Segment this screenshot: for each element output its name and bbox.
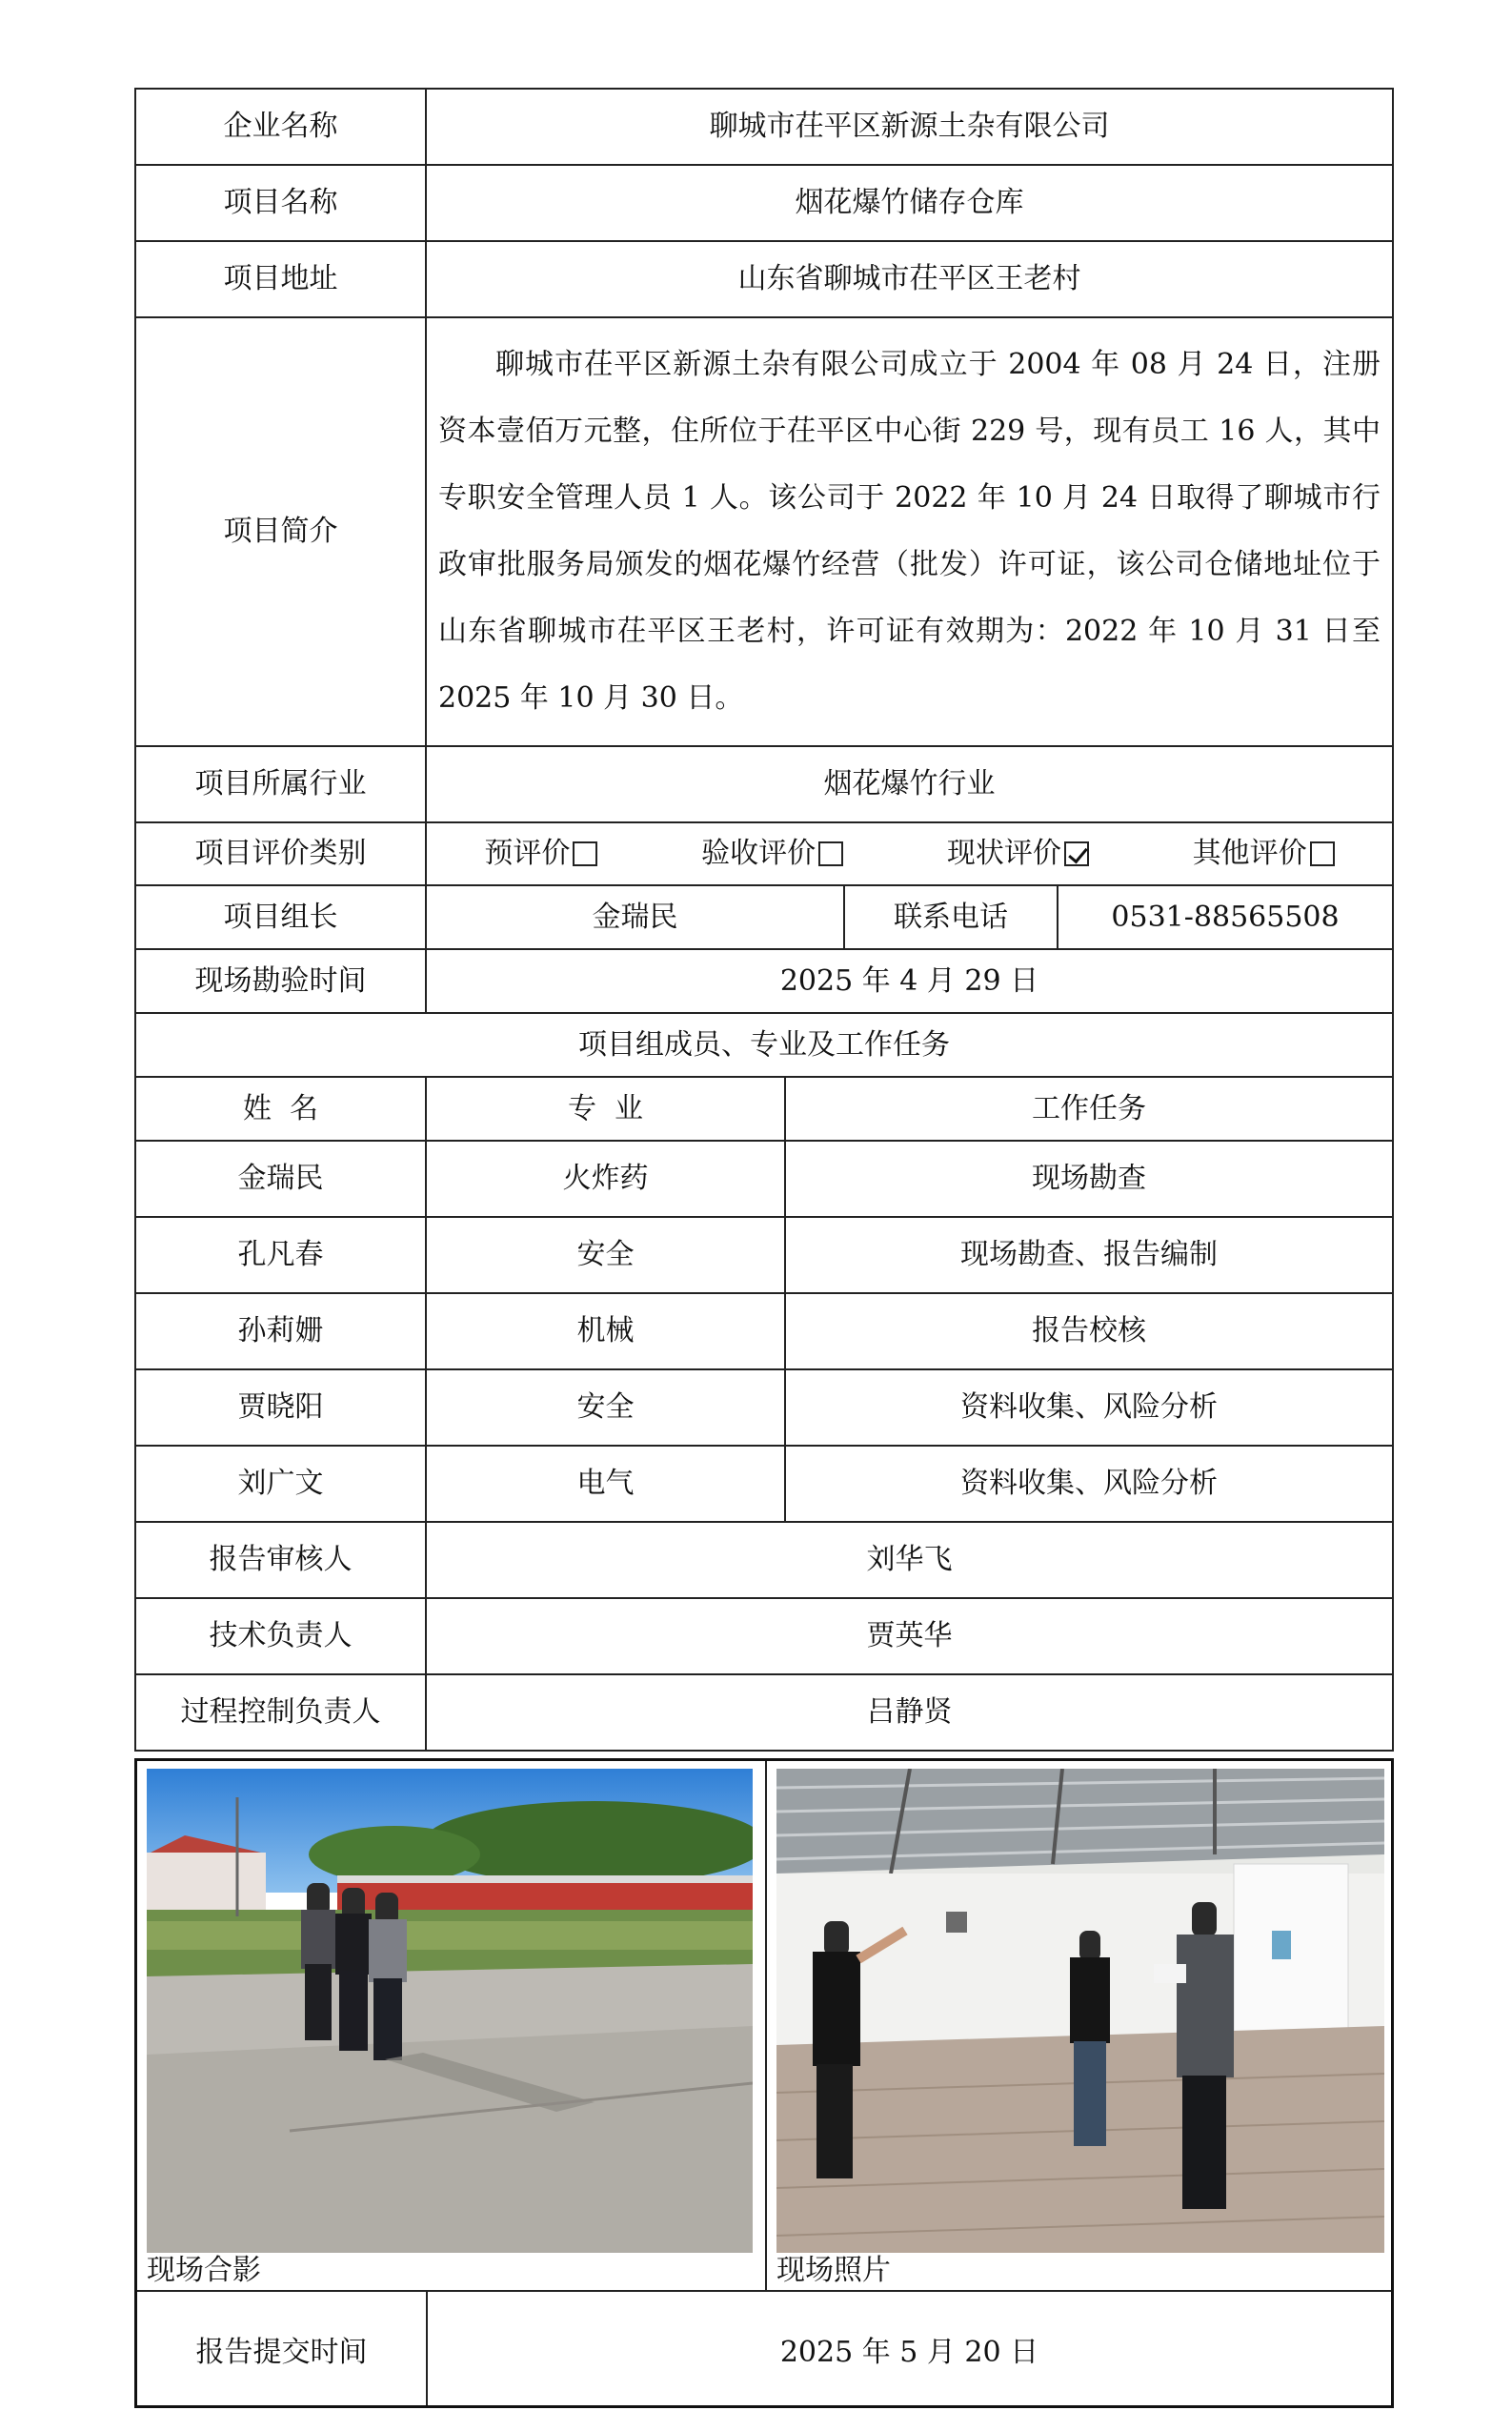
photo-table [134, 1758, 1394, 2408]
member-task: 报告校核 [785, 1293, 1393, 1369]
team-header-row [135, 1013, 1393, 1077]
table-row [135, 1141, 1393, 1217]
leader-label: 项目组长 [135, 885, 426, 949]
project-address-value: 山东省聊城市茌平区王老村 [426, 241, 1393, 317]
member-major: 安全 [426, 1217, 785, 1293]
eval-option-label: 验收评价 [701, 837, 816, 870]
group-photo [147, 1769, 753, 2253]
tech-lead-value: 贾英华 [426, 1598, 1393, 1674]
group-photo-image [147, 1769, 753, 2253]
site-photo [776, 1769, 1384, 2253]
phone-value: 0531-88565508 [1058, 885, 1393, 949]
site-photo-cell [767, 1761, 1391, 2292]
reviewer-row [135, 1522, 1393, 1598]
phone-label: 联系电话 [844, 885, 1058, 949]
industry-row [135, 746, 1393, 822]
company-row [135, 89, 1393, 165]
member-task: 资料收集、风险分析 [785, 1369, 1393, 1446]
member-name: 金瑞民 [135, 1141, 426, 1217]
survey-time-value: 2025 年 4 月 29 日 [426, 949, 1393, 1013]
group-photo-cell [137, 1761, 767, 2292]
company-label: 企业名称 [135, 89, 426, 165]
site-photo-caption: 现场照片 [776, 2254, 891, 2287]
eval-type-label: 项目评价类别 [135, 822, 426, 885]
tech-lead-label: 技术负责人 [135, 1598, 426, 1674]
project-name-row [135, 165, 1393, 241]
submit-time-value: 2025 年 5 月 20 日 [779, 2335, 1039, 2369]
member-major: 机械 [426, 1293, 785, 1369]
eval-type-options [426, 822, 1393, 885]
table-row [135, 1293, 1393, 1369]
eval-option-status[interactable] [947, 837, 1089, 871]
member-name: 孔凡春 [135, 1217, 426, 1293]
project-name-value: 烟花爆竹储存仓库 [426, 165, 1393, 241]
survey-time-label: 现场勘验时间 [135, 949, 426, 1013]
eval-option-label: 其他评价 [1192, 837, 1307, 870]
eval-option-label: 现状评价 [946, 837, 1061, 870]
member-task: 现场勘查、报告编制 [785, 1217, 1393, 1293]
table-row [135, 1369, 1393, 1446]
eval-type-row [135, 822, 1393, 885]
project-info-table [134, 88, 1394, 1752]
eval-option-label: 预评价 [484, 837, 571, 870]
project-intro-row [135, 317, 1393, 746]
member-name: 刘广文 [135, 1446, 426, 1522]
member-major: 电气 [426, 1446, 785, 1522]
member-task: 现场勘查 [785, 1141, 1393, 1217]
process-lead-value: 吕静贤 [426, 1674, 1393, 1751]
tech-lead-row [135, 1598, 1393, 1674]
member-name: 孙莉姗 [135, 1293, 426, 1369]
table-row [135, 1446, 1393, 1522]
submit-time-row [137, 2292, 1391, 2405]
process-lead-label: 过程控制负责人 [135, 1674, 426, 1751]
reviewer-value: 刘华飞 [426, 1522, 1393, 1598]
project-intro-label: 项目简介 [135, 317, 426, 746]
leader-value: 金瑞民 [426, 885, 844, 949]
team-col-major: 专 业 [426, 1077, 785, 1141]
checkbox-icon[interactable] [818, 841, 843, 866]
eval-option-pre[interactable] [484, 837, 597, 871]
process-lead-row [135, 1674, 1393, 1751]
team-columns-row [135, 1077, 1393, 1141]
member-major: 火炸药 [426, 1141, 785, 1217]
checkbox-icon[interactable] [573, 841, 597, 866]
project-address-row [135, 241, 1393, 317]
industry-label: 项目所属行业 [135, 746, 426, 822]
table-row [135, 1217, 1393, 1293]
site-photo-image [776, 1769, 1384, 2253]
company-value: 聊城市茌平区新源土杂有限公司 [426, 89, 1393, 165]
team-header: 项目组成员、专业及工作任务 [135, 1013, 1393, 1077]
survey-time-row [135, 949, 1393, 1013]
project-name-label: 项目名称 [135, 165, 426, 241]
project-intro-text: 聊城市茌平区新源土杂有限公司成立于 2004 年 08 月 24 日，注册资本壹佰万元整，住所位于茌平区中心街 229 号，现有员工 16 人，其中专职安全管理人员 1 人。该公司于 2022 年 10 月 24 日取得了聊城市行政审批服务局颁发的烟花爆竹经营（批发）许可证，该公司仓储地址位于山东省聊城市茌平区王老村，许可证有效期为：2022 年 10 月 31 日至 2025 年 10 月 30 日。 [426, 317, 1393, 746]
member-name: 贾晓阳 [135, 1369, 426, 1446]
industry-value: 烟花爆竹行业 [426, 746, 1393, 822]
member-major: 安全 [426, 1369, 785, 1446]
team-col-name: 姓 名 [135, 1077, 426, 1141]
eval-option-other[interactable] [1193, 837, 1335, 871]
leader-row [135, 885, 1393, 949]
member-task: 资料收集、风险分析 [785, 1446, 1393, 1522]
team-col-task: 工作任务 [785, 1077, 1393, 1141]
group-photo-caption: 现场合影 [147, 2254, 261, 2287]
checkbox-icon[interactable] [1310, 841, 1335, 866]
submit-time-label: 报告提交时间 [137, 2292, 428, 2405]
project-address-label: 项目地址 [135, 241, 426, 317]
reviewer-label: 报告审核人 [135, 1522, 426, 1598]
eval-option-acceptance[interactable] [701, 837, 843, 871]
checkbox-checked-icon[interactable] [1064, 841, 1089, 866]
